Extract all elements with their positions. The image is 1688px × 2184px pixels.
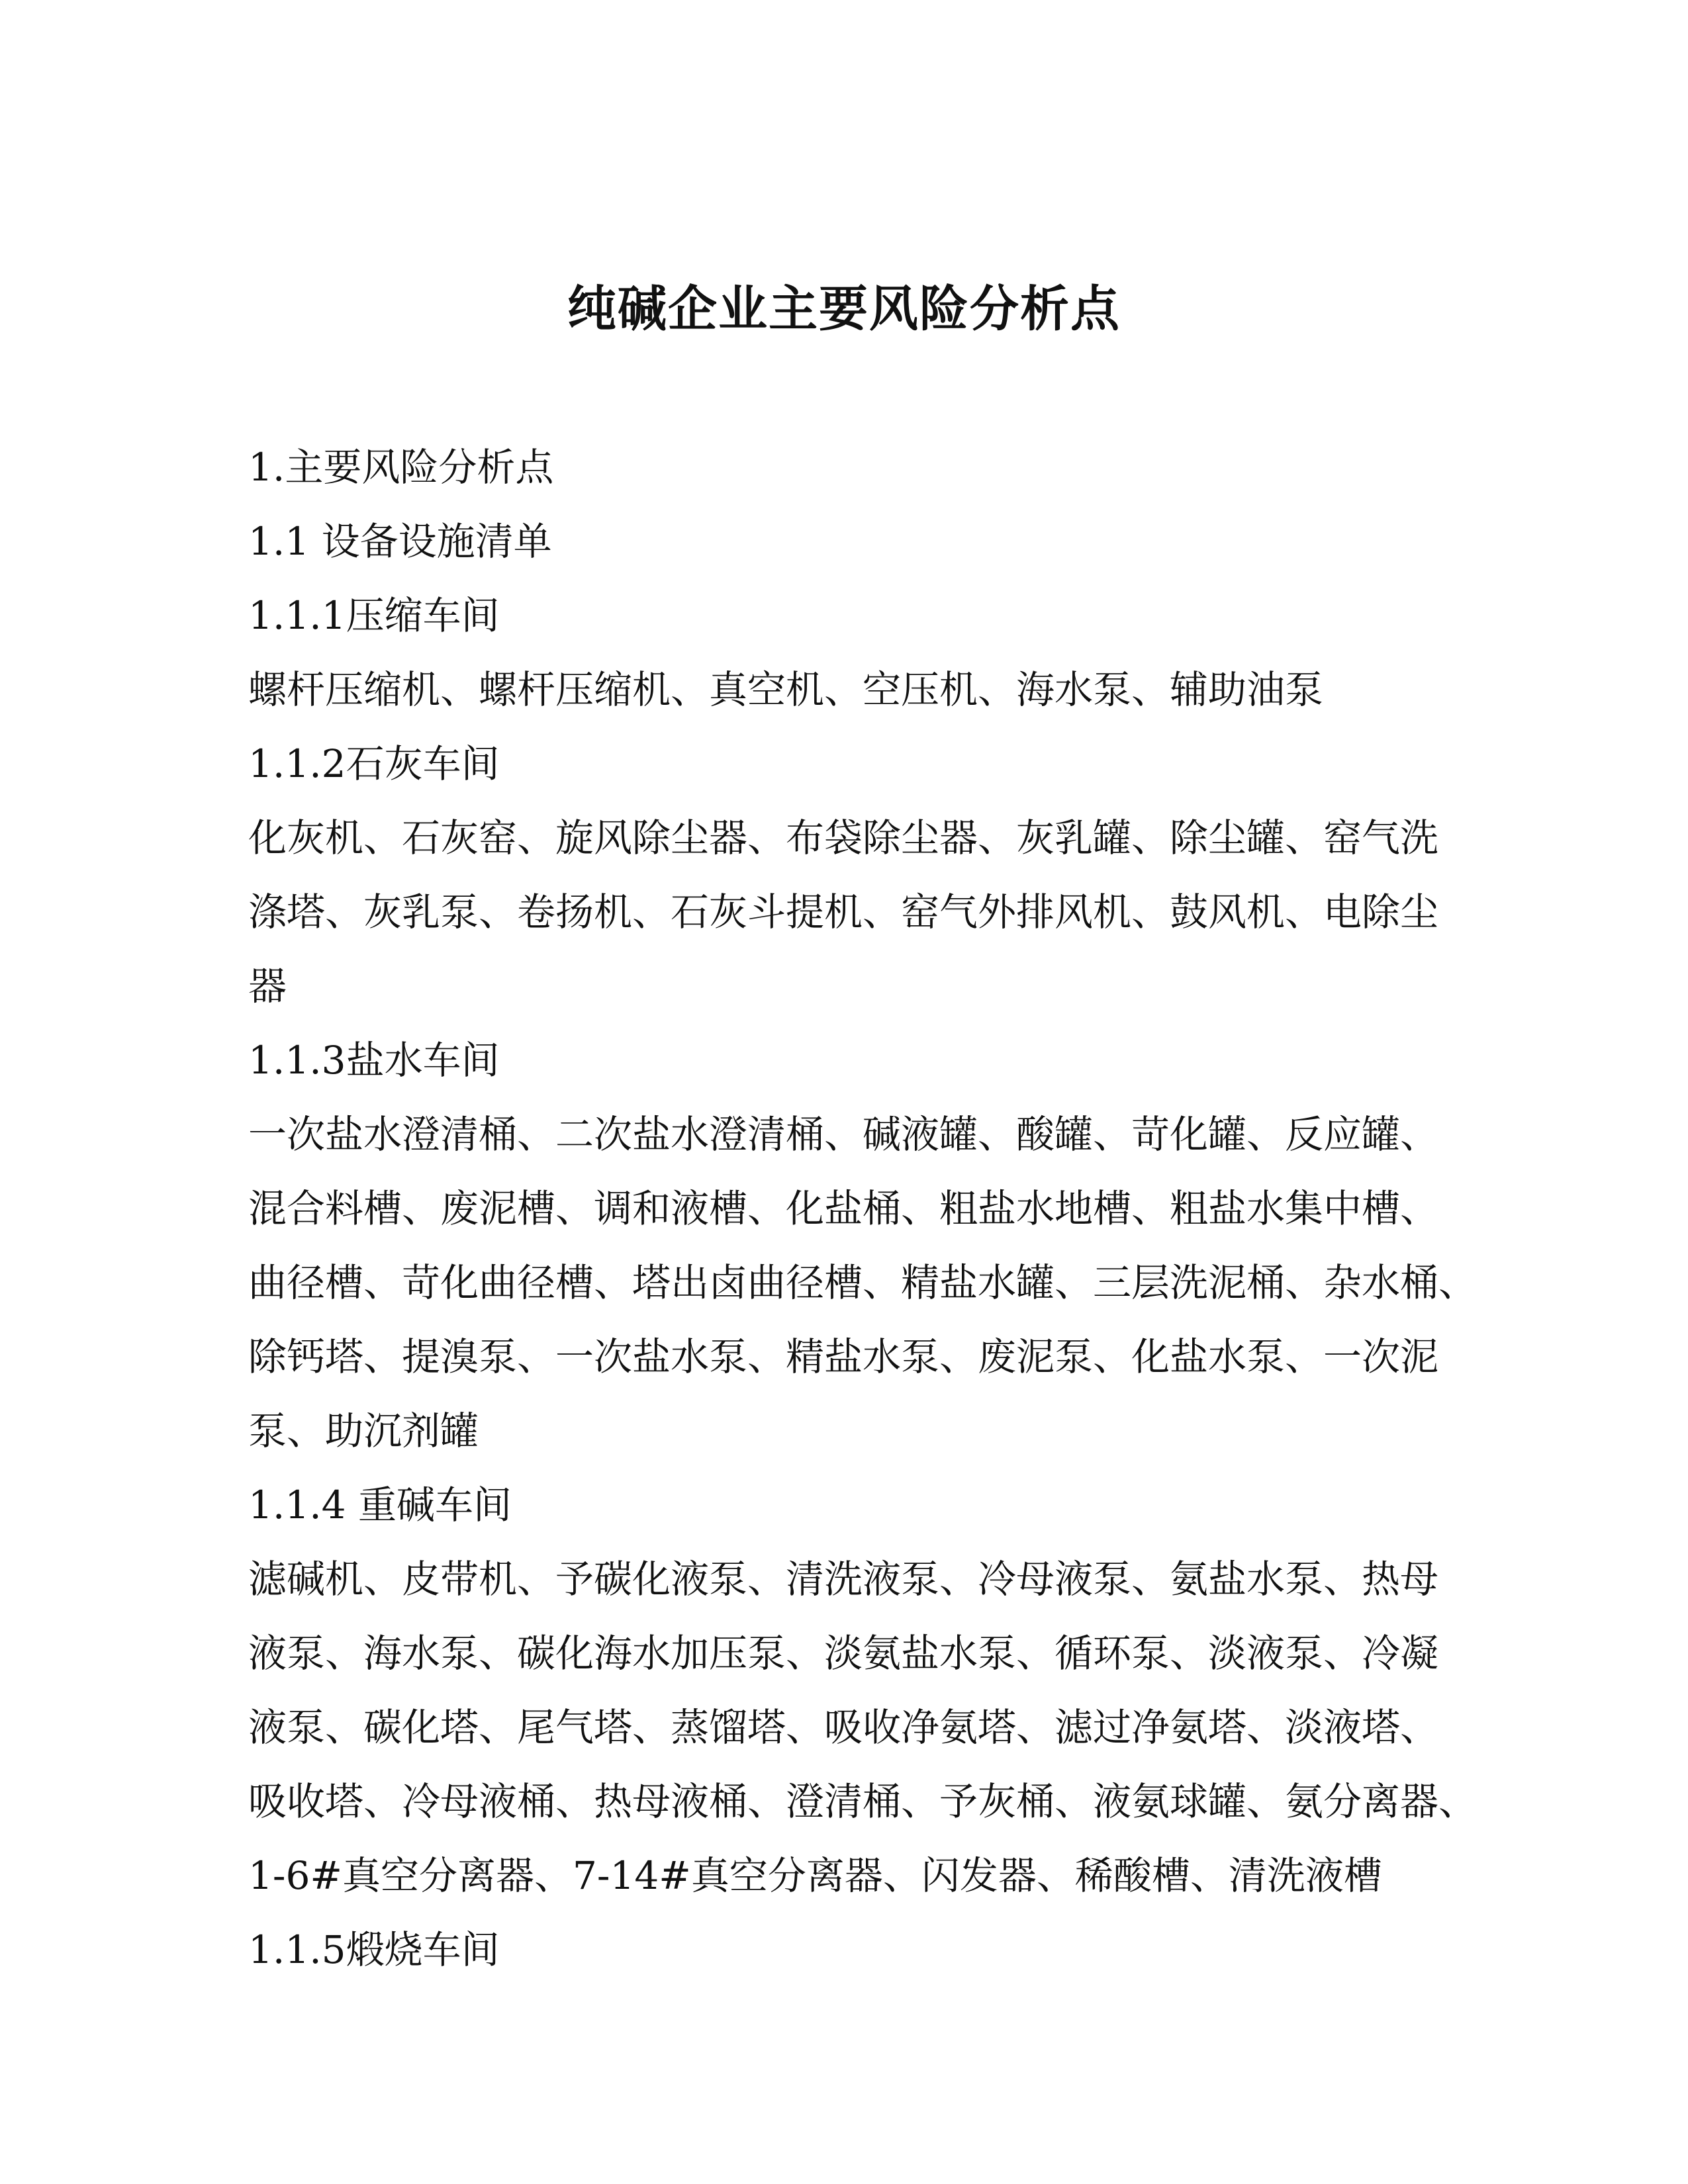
equipment-list-line: 液泵、碳化塔、尾气塔、蒸馏塔、吸收净氨塔、滤过净氨塔、淡液塔、: [248, 1705, 1439, 1750]
document-body: [248, 430, 1477, 1987]
equipment-list-line: 液泵、海水泵、碳化海水加压泵、淡氨盐水泵、循环泵、淡液泵、冷凝: [248, 1631, 1439, 1676]
workshop-heading-brine: 1.1.3盐水车间: [248, 1038, 500, 1083]
equipment-list-line: 泵、助沉剂罐: [248, 1408, 479, 1453]
equipment-list-line: 螺杆压缩机、螺杆压缩机、真空机、空压机、海水泵、辅助油泵: [248, 667, 1324, 712]
equipment-list-line: 一次盐水澄清桶、二次盐水澄清桶、碱液罐、酸罐、苛化罐、反应罐、: [248, 1112, 1439, 1157]
equipment-list-line: 混合料槽、废泥槽、调和液槽、化盐桶、粗盐水地槽、粗盐水集中槽、: [248, 1186, 1439, 1231]
equipment-list-line: 吸收塔、冷母液桶、热母液桶、澄清桶、予灰桶、液氨球罐、氨分离器、: [248, 1779, 1477, 1824]
equipment-list-line: 滤碱机、皮带机、予碳化液泵、清洗液泵、冷母液泵、氨盐水泵、热母: [248, 1557, 1439, 1602]
equipment-list-line: 化灰机、石灰窑、旋风除尘器、布袋除尘器、灰乳罐、除尘罐、窑气洗: [248, 815, 1439, 860]
section-heading: 1.主要风险分析点: [248, 445, 554, 490]
workshop-heading-lime: 1.1.2石灰车间: [248, 741, 500, 786]
workshop-heading-heavy-soda: 1.1.4 重碱车间: [248, 1482, 512, 1527]
equipment-list-line: 除钙塔、提溴泵、一次盐水泵、精盐水泵、废泥泵、化盐水泵、一次泥: [248, 1334, 1439, 1379]
subsection-heading: 1.1 设备设施清单: [248, 519, 552, 564]
equipment-list-line: 曲径槽、苛化曲径槽、塔出卤曲径槽、精盐水罐、三层洗泥桶、杂水桶、: [248, 1260, 1477, 1305]
equipment-list-line: 器: [248, 964, 287, 1009]
equipment-list-line: 1-6#真空分离器、7-14#真空分离器、闪发器、稀酸槽、清洗液槽: [248, 1853, 1382, 1898]
workshop-heading-compression: 1.1.1压缩车间: [248, 593, 500, 638]
workshop-heading-calcination: 1.1.5煅烧车间: [248, 1927, 500, 1972]
equipment-list-line: 涤塔、灰乳泵、卷扬机、石灰斗提机、窑气外排风机、鼓风机、电除尘: [248, 889, 1439, 934]
document-title: 纯碱企业主要风险分析点: [567, 281, 1121, 338]
